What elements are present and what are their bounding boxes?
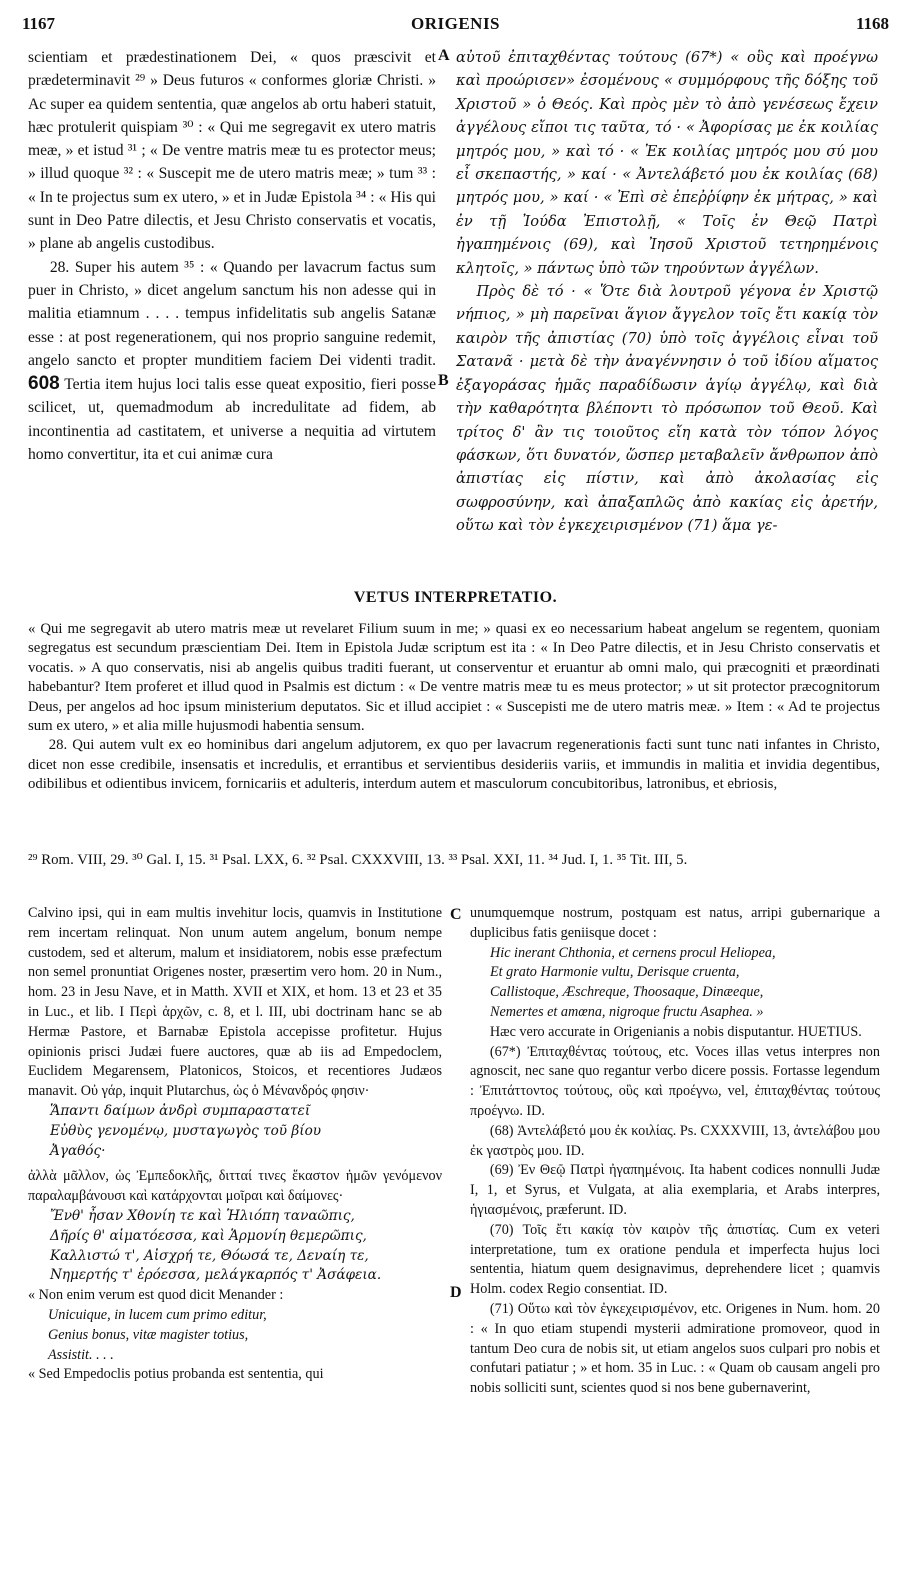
note-paragraph: « Sed Empedoclis potius probanda est sententia, qui (28, 1366, 324, 1383)
column-marker-a: A (438, 47, 450, 64)
latin-paragraph: scientiam et prædestinationem Dei, « quos præscivit et prædeterminavit ²⁹ » Deus futuros « conformes gloriæ Christi. » Ac super ea quidem sententia, quæ angelos ab ortu haberi statuit, hæc protulerit quispiam ³⁰ : « Qui me segregavit ex utero matris meæ, » et istud ³¹ ; « De ventre matris meæ tu es protector meus; » illud quoque ³² : « Suscepit me de utero matris meæ; » tum ³³ : « In te projectus sum ex utero, » et in Judæ Epistola ³⁴ : « His qui sunt in Deo Patre dilectis, et Jesu Christo conservatis et vocatis, » plane ab angelis custodibus. (28, 49, 436, 253)
note-paragraph: ἀλλὰ μᾶλλον, ὡς Ἐμπεδοκλῆς, διτταί τινες ἕκαστον ἡμῶν γενόμενον παραλαμβάνουσι καὶ κατάρχονται μοῖραι καὶ δαίμονες· (28, 1168, 442, 1205)
running-title: ORIGENIS (410, 14, 501, 33)
column-marker-b: B (438, 372, 449, 389)
latin-verse-menander: Unicuique, in lucem cum primo editur, Genius bonus, vitæ magister totius, Assistit. . . . (48, 1306, 267, 1363)
column-marker-c: C (450, 906, 462, 923)
vetus-paragraph-28: 28. Qui autem vult ex eo hominibus dari angelum adjutorem, ex quo per lavacrum regenerationis facti sunt tunc nati infantes in Christo, dicet non esse credibile, insensatis et incredulis, et errantibus et servientibus desideriis variis, et immundis in malitia et invidia degentibus, odibilibus et odientibus invicem, fornicariis et adulteris, interdum autem et masculorum concubitoribus, latronibus, et ebriosis, (28, 737, 880, 793)
note-paragraph: « Non enim verum est quod dicit Menander : (28, 1287, 284, 1304)
note-68: (68) Ἀντελάβετό μου ἐκ κοιλίας. Ps. CXXXVIII, 13, ἀντελάβου μου ἐκ γαστρὸς μου. ID. (470, 1122, 880, 1159)
section-title: VETUS INTERPRETATIO. (353, 589, 558, 606)
latin-verse-empedocles: Hic inerant Chthonia, et cernens procul Heliopea, Et grato Harmonie vultu, Derisque cruenta, Callistoque, Æschreque, Thoosaque, Dinæeque, Nemertes et amœna, nigroque fructu Asaphea. » (490, 944, 776, 1020)
note-67: (67*) Ἐπιταχθέντας τούτους, etc. Voces illas vetus interpres non agnoscit, nec sane quo regantur verbo dicere possis. Fortasse legendum : Ἐπιτάττοντος τούτους, οὓς καὶ προέγνω, vel, ἐπιταχθέντας τούτους προέγνω. ID. (470, 1043, 880, 1119)
page-header (22, 14, 889, 36)
greek-paragraph: Πρὸς δὲ τό · « Ὅτε διὰ λουτροῦ γέγονα ἐν Χριστῷ νήπιος, » μὴ παρεῖναι ἅγιον ἄγγελον τοῖς ἔτι κακίᾳ τὸν καιρὸν τῆς ἀπιστίας (70) ὑπὸ τοῖς ἀγγέλοις εἶναι τοῦ Σατανᾶ · μετὰ δὲ τὴν ἀναγέννησιν ὁ τοῦ ἰδίου αἵματος ἐξαγοράσας ἡμᾶς παραδίδωσιν ἁγίῳ ἀγγέλῳ, καὶ διὰ τὴν καθαρότητα βλέποντι τὸ πρόσωπον τοῦ Θεοῦ. Καὶ τρίτος δ' ἂν τις τοιοῦτος εἴη κατὰ τὸν τόπον λόγος φάσκων, ὅτι δυνατόν, ὥσπερ μεταβαλεῖν ἄνθρωπον ἀπὸ ἀπιστίας εἰς πίστιν, καὶ ἀπὸ ἀκολασίας εἰς σωφροσύνην, καὶ ἀπαξαπλῶς ἀπὸ κακίας εἰς ἀρετήν, οὕτω καὶ τὸν ἐγκεχειρισμένον (71) ἅμα γε- (456, 283, 878, 535)
latin-paragraph-28: 28. Super his autem ³⁵ : « Quando per lavacrum factus sum puer in Christo, » dicet angelum sanctum his non adesse qui in malitia etiamnum . . . . tempus infidelitatis sub angelis Satanæ esse : at post regenerationem, qui nos proprio sanguine redemit, angelo sancto et propter munditiem faciem Dei videnti tradit. 608 Tertia item hujus loci talis esse queat expositio, fieri posse scilicet, ut, quemadmodum ab incredulitate ad fidem, ab incontinentia ad castitatem, et universe a nequitia ad virtutem homo convertitur, ita et cui animæ cura (28, 258, 436, 464)
column-marker-d: D (450, 1284, 462, 1301)
vetus-paragraph: « Qui me segregavit ab utero matris meæ ut revelaret Filium suum in me; » quasi ex eo necessarium habeat angelum se regentem, quoniam segregatus est secundum præscientiam Dei. Item in Epistola Judæ scriptum est ita : « In Deo Patre dilectis, et in Jesu Christo conservatis et vocatis. » A quo conservatis, nisi ab angelis quibus traditi fuerant, ut conserventur et eruantur ab omni malo, qui præcogniti et præordinati habebantur? Item proferet et illud quod in Psalmis est dictum : « De ventre matris meæ tu es meus protector; » ut sit protector præcognitorum Deus, per angelos ad hoc ipsum ministerium deputatos. Sic et illud accipiet : « Suscepisti me de utero matris meæ. » Item : « Ad te projectus sum ex utero, » et alia mille hujusmodi habentia sensum. (28, 621, 880, 735)
greek-verse-empedocles: Ἔνθ' ἦσαν Χθονίη τε καὶ Ἡλιόπη ταναῶπις, Δῆρίς θ' αἱματόεσσα, καὶ Ἁρμονίη θεμερῶπις, Καλλιστώ τ', Αἰσχρή τε, Θόωσά τε, Δεναίη τε, Νημερτής τ' ἐρόεσσα, μελάγκαρπός τ' Ἀσάφεια. (50, 1207, 382, 1284)
notes-right-column (470, 904, 880, 1399)
vetus-interpretatio-text (28, 620, 880, 795)
column-number-608: 608 (28, 373, 60, 395)
greek-paragraph: αὐτοῦ ἐπιταχθέντας τούτους (67*) « οὓς καὶ προέγνω καὶ προώρισεν» ἐσομένους « συμμόρφους τῆς δόξης τοῦ Χριστοῦ » ὁ Θεός. Καὶ πρὸς μὲν τὸ ἀπὸ γενέσεως ἔχειν ἀγγέλους εἴποι τις ταῦτα, τό · « Ἀφορίσας με ἐκ κοιλίας μητρός μου, » καὶ τό · « Ἐκ κοιλίας μητρός μου σύ μου εἶ σκεπαστής, » καί · « Ἀντελάβετό μου ἐκ κοιλίας (68) μητρός μου, » καί · « Ἐπὶ σὲ ἐπεῤῥίφην ἐκ μήτρας, » καὶ ἐν τῇ Ἰούδα Ἐπιστολῇ, « Τοῖς ἐν Θεῷ Πατρὶ ἠγαπημένοις (69), καὶ Ἰησοῦ Χριστοῦ τετηρημένοις κλητοῖς, » πάντως ὑπὸ τῶν τηρούντων ἀγγέλων. (456, 49, 878, 277)
left-page-number: 1167 (22, 14, 56, 33)
latin-text-column (28, 46, 436, 466)
note-paragraph: Calvino ipsi, qui in eam multis invehitur locis, quamvis in Institutione rem incertam relinquat. Non unum autem angelum, bonum nempe custodem, sed et alterum, malum et insidiatorem, nobis esse præfectum non semel pronuntiat Origenes noster, præsertim vero hom. 20 in Num., hom. 23 in Jesu Nave, et in Matth. XVII et XIX, et hom. 13 et 23 et 35 in Luc., et lib. I Περὶ ἀρχῶν, c. 8, et l. III, ubi doctrinam hanc se ab Hermæ Pastore, et Barnabæ Epistola accepisse profitetur. Hujus opinionis prisci Judæi fuere auctores, quæ ab iis ad Empedoclem, Euclidem Megarensem, Platonicos, Stoicos, et recentiores Judæos manavit. Οὐ γάρ, inquit Plutarchus, ὡς ὁ Μένανδρός φησιν· (28, 905, 442, 1100)
scripture-footnotes: ²⁹ Rom. VIII, 29. ³⁰ Gal. I, 15. ³¹ Psal. LXX, 6. ³² Psal. CXXXVIII, 13. ³³ Psal. XXI, 11. ³⁴ Jud. I, 1. ³⁵ Tit. III, 5. (28, 852, 688, 868)
note-70: (70) Τοῖς ἔτι κακίᾳ τὸν καιρὸν τῆς ἀπιστίας. Cum ex veteri interpretatione, tum ex oratione pendula et imperfecta hujus loci sententia, hiatum quem designavimus, deprehendere licet ; quamvis Holm. codex Regio consentiat. ID. (470, 1221, 880, 1298)
notes-left-column (28, 904, 442, 1385)
greek-text-column (456, 46, 878, 538)
note-71: (71) Οὕτω καὶ τὸν ἐγκεχειρισμένον, etc. Origenes in Num. hom. 20 : « In quo etiam stupendi mysterii admiratione promoveor, quod in tantum Deo cura de nobis sit, ut etiam angelos suos culpari pro nobis et confutari patiatur ; » et hom. 35 in Luc. : « Quam ob causam angeli pro nobis solliciti sunt, scientes quod si nos bene gubernaverint, (470, 1300, 880, 1397)
note-paragraph: unumquemque nostrum, postquam est natus, arripi gubernarique a duplicibus fatis geniisque docet : (470, 905, 880, 941)
note-69: (69) Ἐν Θεῷ Πατρὶ ἠγαπημένοις. Ita habent codices nonnulli Judæ I, 1, et Syrus, et Vulgata, at alia exemplaria, et Arabs interpres, ἡγιασμένοις, præferunt. ID. (470, 1162, 880, 1218)
right-page-number: 1168 (855, 14, 889, 33)
greek-verse-menander: Ἅπαντι δαίμων ἀνδρὶ συμπαραστατεῖ Εὐθὺς γενομένῳ, μυσταγωγὸς τοῦ βίου Ἀγαθός· (50, 1102, 322, 1159)
note-paragraph: Hæc vero accurate in Origenianis a nobis disputantur. HUETIUS. (489, 1023, 862, 1040)
